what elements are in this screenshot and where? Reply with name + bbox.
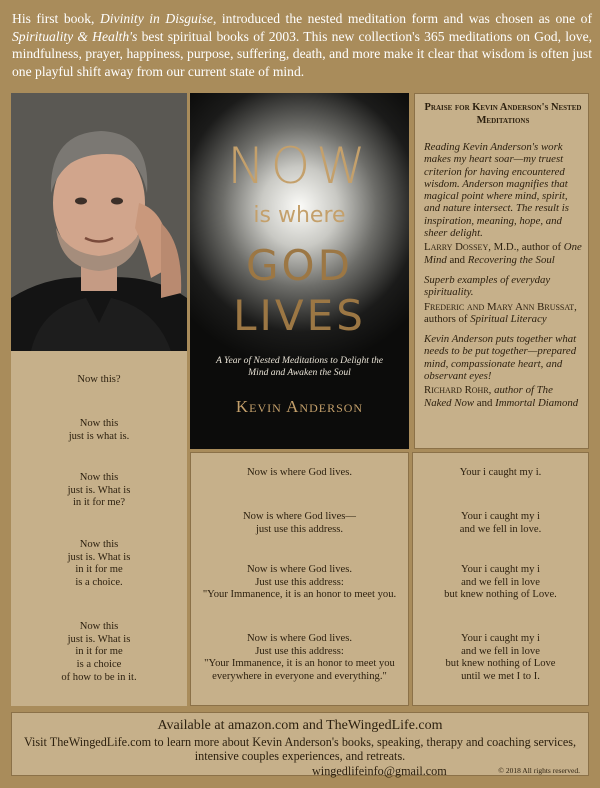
praise-attribution-1: Larry Dossey, M.D., author of One Mind and Recovering the Soul xyxy=(424,241,582,266)
praise-heading: Praise for Kevin Anderson's Nested Meditations xyxy=(424,102,582,126)
meditation-column-2 xyxy=(190,452,409,706)
meditation-stanza: Now is where God lives. Just use this address: "Your Immanence, it is an honor to meet you. xyxy=(202,564,397,601)
book-title-god: GOD xyxy=(246,241,353,290)
footer-panel xyxy=(11,712,589,776)
intro-book-title: Divinity in Disguise xyxy=(99,11,213,26)
visit-text: Visit TheWingedLife.com to learn more about Kevin Anderson's books, speaking, therapy and coaching services, intensive couples experiences, and retreats. xyxy=(23,735,577,763)
author-portrait-illustration xyxy=(11,93,187,351)
meditation-stanza: Your i caught my i. xyxy=(459,467,542,478)
intro-text-1: His first book, xyxy=(12,11,100,26)
book-author: Kevin Anderson xyxy=(235,397,364,416)
meditation-column-3 xyxy=(412,452,589,706)
intro-text-2: , introduced the nested meditation form and was chosen as one of xyxy=(212,11,592,26)
meditation-stanza: Your i caught my i and we fell in love but knew nothing of Love. xyxy=(444,564,557,601)
author-photo xyxy=(11,93,187,351)
praise-quote-2: Superb examples of everyday spirituality. xyxy=(424,273,551,299)
praise-attribution-2: Frederic and Mary Ann Brussat, authors of Spiritual Literacy xyxy=(424,300,577,325)
meditation-stanza: Now this just is what is. xyxy=(68,418,130,442)
intro-magazine: Spirituality & Health's xyxy=(12,28,138,44)
intro-paragraph xyxy=(12,10,592,80)
meditation-stanza: Now this just is. What is in it for me is a choice of how to be in it. xyxy=(61,621,137,683)
email-link[interactable]: wingedlifeinfo@gmail.com xyxy=(312,764,447,778)
praise-panel xyxy=(414,93,589,449)
praise-quote-3: Kevin Anderson puts together what needs to be put together—prepared mind, compassionate heart, and observant eyes! xyxy=(424,333,577,383)
meditation-stanza: Now this? xyxy=(77,374,121,385)
book-title-lives: LIVES xyxy=(233,291,366,340)
praise-quote-1: Reading Kevin Anderson's work makes my heart soar—my truest criterion for having encountered wisdom. Anderson magnifies that magical point where mind, spirit, and nature intersect. The result is inspiration, meaning, hope, and sheer delight. xyxy=(424,141,569,240)
meditation-stanza: Now this just is. What is in it for me? xyxy=(67,472,131,509)
meditation-stanza: Now is where God lives— just use this address. xyxy=(243,511,356,535)
book-subtitle: A Year of Nested Meditations to Delight the Mind and Awaken the Soul xyxy=(215,355,384,378)
copyright-text: © 2018 All rights reserved. xyxy=(498,766,580,775)
meditation-column-1 xyxy=(11,351,187,706)
availability-text: Available at amazon.com and TheWingedLife.com xyxy=(157,718,443,733)
book-title-now: NOW xyxy=(227,137,372,195)
meditation-stanza: Now is where God lives. Just use this address: "Your Immanence, it is an honor to meet you everywhere in everyone and everything." xyxy=(204,633,395,683)
meditation-stanza: Your i caught my i and we fell in love but knew nothing of Love until we met I to I. xyxy=(445,633,556,683)
intro-text-3: best spiritual books of 2003. This new collection's 365 meditations on God, love, mindfulness, prayer, happiness, purpose, suffering, death, and more make it clear that wisdom is often just one playful shift away from our current state of mind. xyxy=(12,28,592,79)
book-cover xyxy=(190,93,409,449)
meditation-stanza: Your i caught my i and we fell in love. xyxy=(459,511,542,535)
book-title-is-where: is where xyxy=(253,203,346,228)
meditation-stanza: Now this just is. What is in it for me is a choice. xyxy=(67,539,131,589)
meditation-stanza: Now is where God lives. xyxy=(246,467,353,478)
praise-attribution-3: Richard Rohr, author of The Naked Now and Immortal Diamond xyxy=(424,384,579,409)
